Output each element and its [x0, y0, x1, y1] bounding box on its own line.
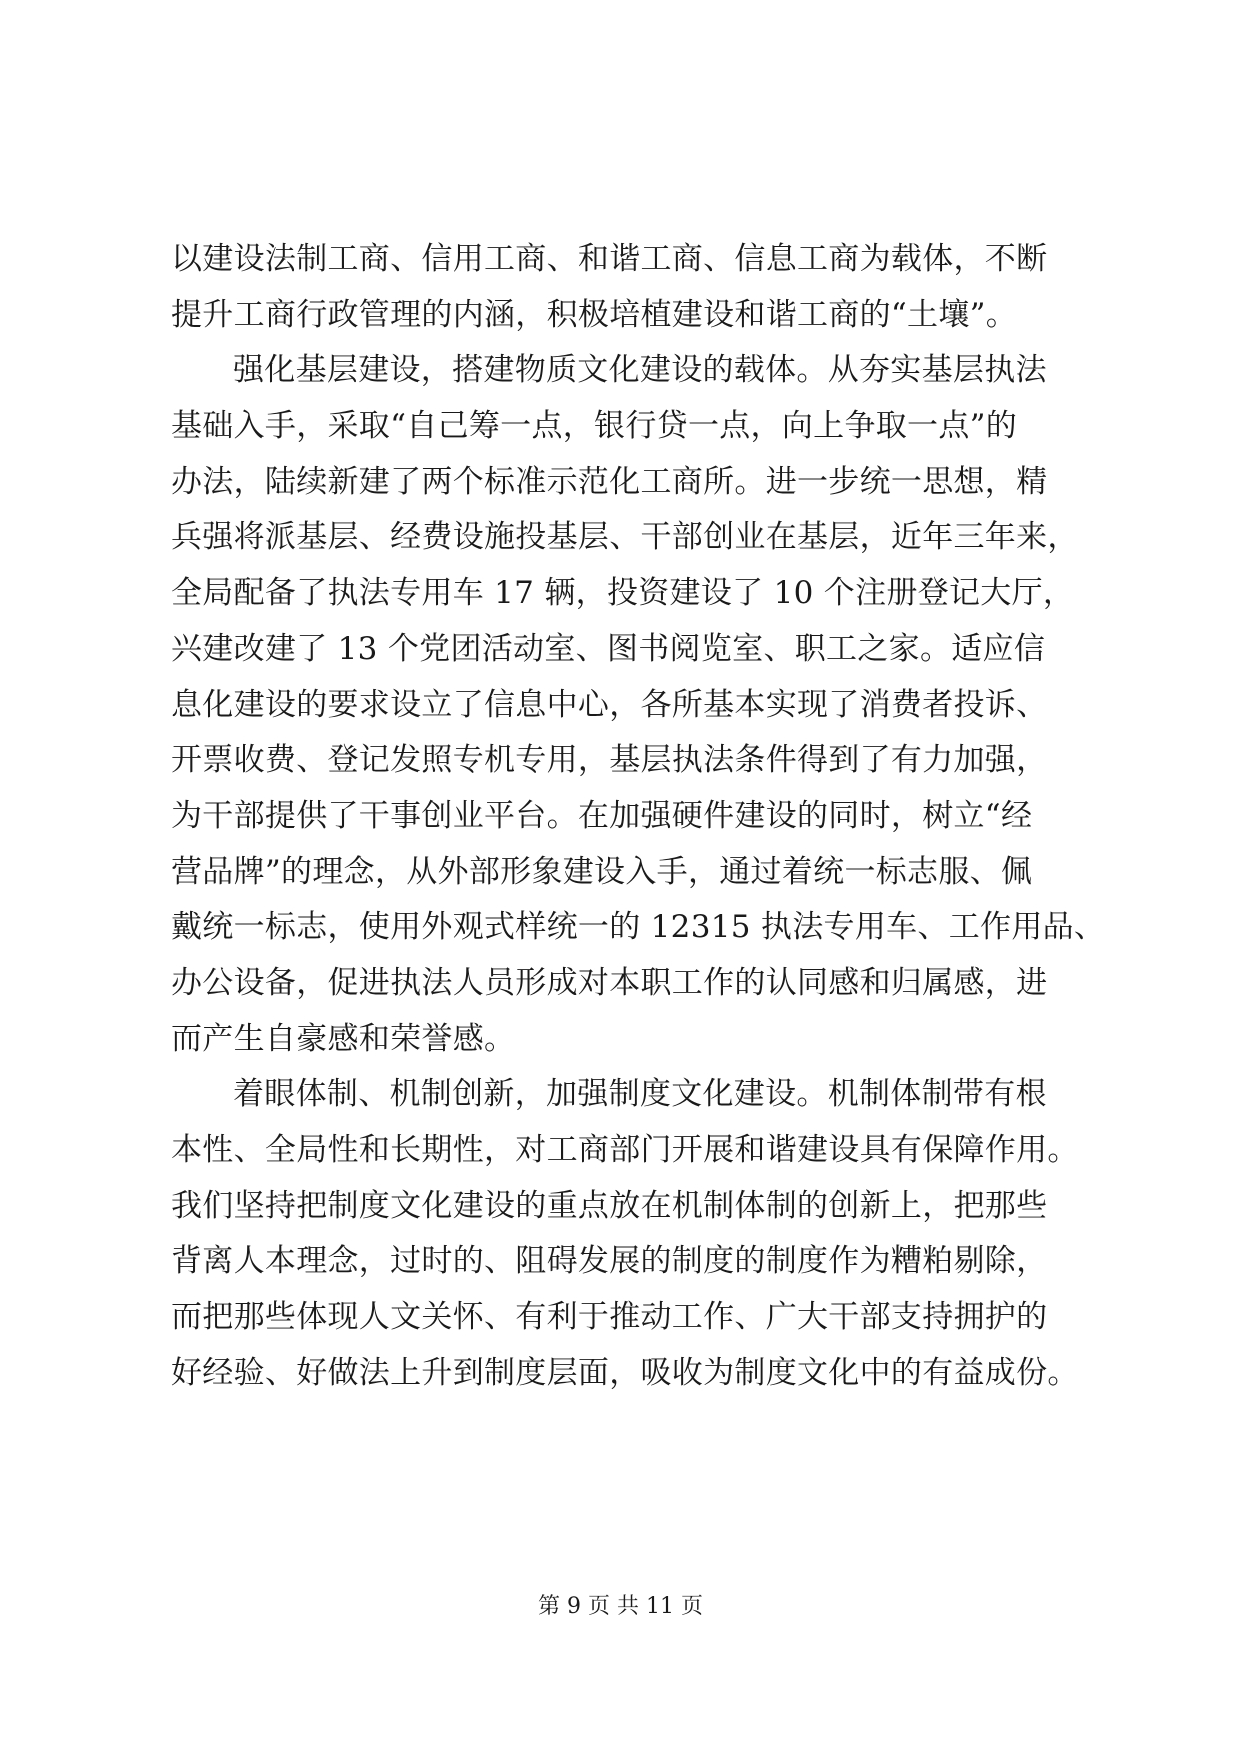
paragraph-start-line: 强化基层建设，搭建物质文化建设的载体。从夯实基层执法	[233, 352, 1047, 389]
text-line: 办法，陆续新建了两个标准示范化工商所。进一步统一思想，精	[171, 463, 1048, 500]
text-line: 背离人本理念，过时的、阻碍发展的制度的制度作为糟粕剔除，	[171, 1243, 1048, 1280]
text-line: 基础入手，采取“自己筹一点，银行贷一点，向上争取一点”的	[171, 408, 1018, 445]
text-line: 营品牌”的理念，从外部形象建设入手，通过着统一标志服、佩	[171, 853, 1033, 890]
text-line: 以建设法制工商、信用工商、和谐工商、信息工商为载体，不断	[171, 241, 1048, 277]
text-line: 而产生自豪感和荣誉感。	[171, 1020, 516, 1057]
text-line: 息化建设的要求设立了信息中心，各所基本实现了消费者投诉、	[171, 686, 1048, 723]
text-line: 而把那些体现人文关怀、有利于推动工作、广大干部支持拥护的	[171, 1299, 1048, 1336]
body-text	[171, 232, 1106, 1401]
text-line: 为干部提供了干事创业平台。在加强硬件建设的同时，树立“经	[171, 797, 1033, 834]
text-line: 戴统一标志，使用外观式样统一的 12315 执法专用车、工作用品、	[171, 909, 1106, 946]
page-number-footer: 第 9 页 共 11 页	[538, 1594, 703, 1619]
text-line: 办公设备，促进执法人员形成对本职工作的认同感和归属感，进	[171, 964, 1048, 1001]
text-line: 我们坚持把制度文化建设的重点放在机制体制的创新上，把那些	[171, 1187, 1048, 1224]
text-line: 兵强将派基层、经费设施投基层、干部创业在基层，近年三年来，	[171, 519, 1079, 556]
text-line: 本性、全局性和长期性，对工商部门开展和谐建设具有保障作用。	[171, 1132, 1079, 1168]
text-line: 提升工商行政管理的内涵，积极培植建设和谐工商的“土壤”。	[171, 296, 1018, 333]
text-line: 全局配备了执法专用车 17 辆，投资建设了 10 个注册登记大厅，	[171, 575, 1075, 612]
text-line: 好经验、好做法上升到制度层面，吸收为制度文化中的有益成份。	[171, 1354, 1079, 1391]
text-line: 开票收费、登记发照专机专用，基层执法条件得到了有力加强，	[171, 742, 1048, 779]
paragraph-start-line: 着眼体制、机制创新，加强制度文化建设。机制体制带有根	[233, 1076, 1047, 1113]
text-line: 兴建改建了 13 个党团活动室、图书阅览室、职工之家。适应信	[171, 630, 1046, 667]
